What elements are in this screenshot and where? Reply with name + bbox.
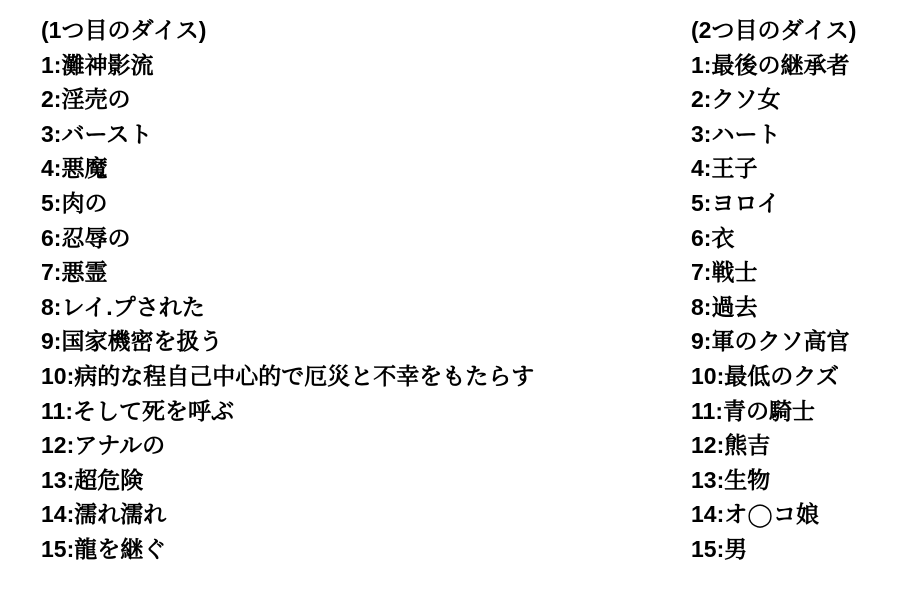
second-dice-header: (2つ目のダイス) (691, 17, 857, 43)
dice2-entry-15: 15:男 (691, 535, 748, 562)
dice1-entry-10: 10:病的な程自己中心的で厄災と不幸をもたらす (41, 362, 535, 389)
dice2-entry-1: 1:最後の継承者 (691, 51, 850, 78)
dice1-entry-1: 1:灘神影流 (41, 51, 154, 78)
dice2-entry-9: 9:軍のクソ高官 (691, 328, 850, 355)
dice1-entry-7: 7:悪霊 (41, 259, 108, 286)
dice1-entry-9: 9:国家機密を扱う (41, 328, 223, 355)
first-dice-column (41, 13, 534, 567)
dice1-entry-11: 11:そして死を呼ぶ (41, 397, 234, 424)
dice1-entry-12: 12:アナルの (41, 432, 166, 459)
dice2-entry-5: 5:ヨロイ (691, 189, 780, 216)
dice2-entry-10: 10:最低のクズ (691, 362, 840, 389)
dice1-entry-14: 14:濡れ濡れ (41, 501, 167, 528)
dice1-entry-6: 6:忍辱の (41, 224, 131, 251)
dice2-entry-12: 12:熊吉 (691, 432, 771, 459)
dice2-entry-2: 2:クソ女 (691, 86, 781, 113)
dice2-entry-6: 6:衣 (691, 224, 735, 251)
dice2-entry-13: 13:生物 (691, 466, 771, 493)
dice1-entry-15: 15:龍を継ぐ (41, 535, 167, 562)
dice2-entry-4: 4:王子 (691, 155, 758, 182)
dice1-entry-4: 4:悪魔 (41, 155, 108, 182)
dice2-entry-11: 11:青の騎士 (691, 397, 815, 424)
first-dice-header: (1つ目のダイス) (41, 17, 207, 43)
dice1-entry-8: 8:レイ.プされた (41, 293, 205, 320)
dice1-entry-2: 2:淫売の (41, 86, 131, 113)
dice1-entry-5: 5:肉の (41, 189, 108, 216)
second-dice-column (691, 13, 856, 567)
dice1-entry-13: 13:超危険 (41, 466, 144, 493)
dice2-entry-14: 14:オ◯コ娘 (691, 501, 819, 528)
dice2-entry-7: 7:戦士 (691, 259, 758, 286)
dice1-entry-3: 3:バースト (41, 120, 153, 147)
dice2-entry-3: 3:ハート (691, 120, 781, 147)
dice2-entry-8: 8:過去 (691, 293, 758, 320)
